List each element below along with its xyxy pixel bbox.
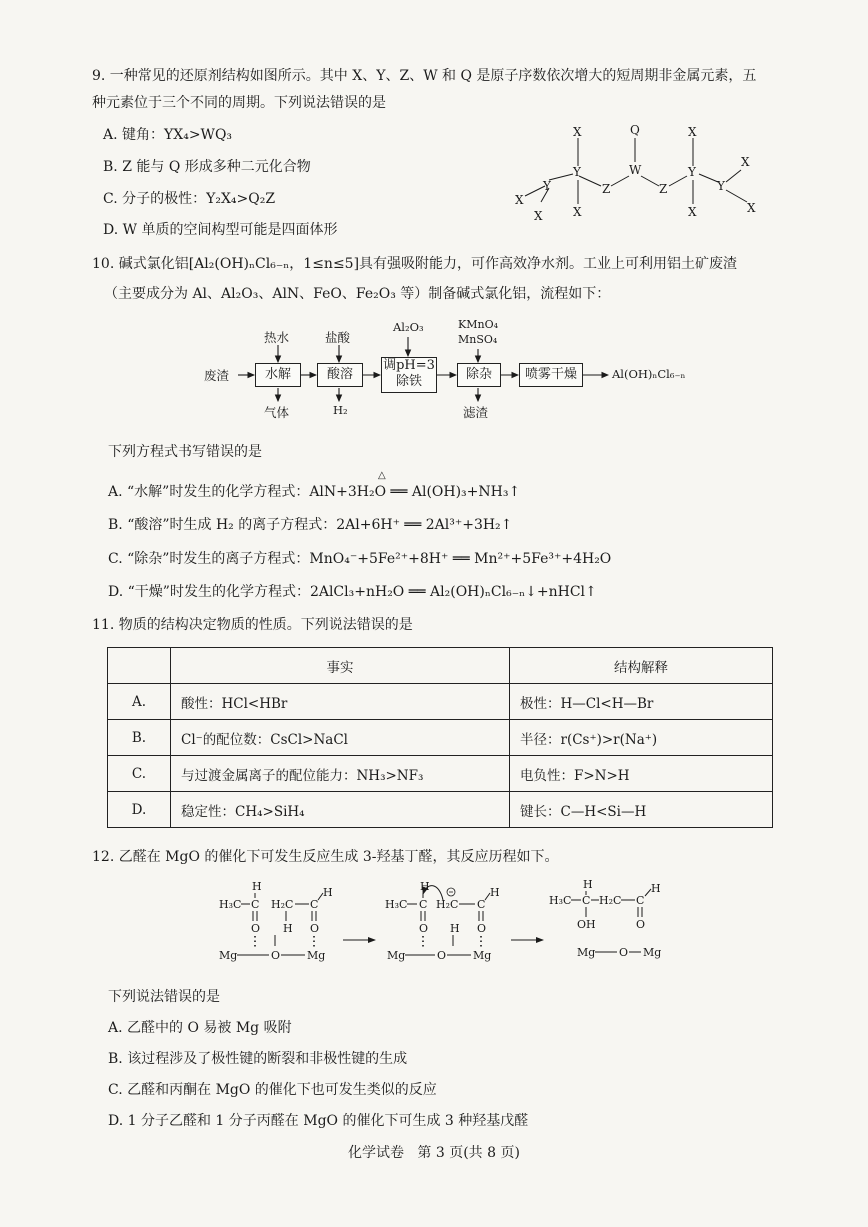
q12-option-a: A. 乙醛中的 O 易被 Mg 吸附 [108, 1020, 292, 1036]
table-row [108, 792, 773, 828]
q9-atom-x: X [573, 205, 582, 219]
q9-atom-y: Y [573, 165, 581, 179]
svg-text:Mg: Mg [577, 946, 596, 959]
svg-text:O: O [419, 922, 429, 935]
table-row [108, 720, 773, 756]
table-header-cell [108, 648, 171, 684]
q12-option-d: D. 1 分子乙醛和 1 分子丙醛在 MgO 的催化下可生成 3 种羟基戊醛 [108, 1113, 529, 1129]
svg-text:Mg: Mg [643, 946, 662, 959]
q12-prompt: 下列说法错误的是 [108, 989, 220, 1005]
table-row [108, 684, 773, 720]
q9-atom-y: Y [543, 179, 551, 193]
q10-prompt: 下列方程式书写错误的是 [108, 444, 262, 460]
table-cell-fact: 与过渡金属离子的配位能力：NH₃>NF₃ [171, 756, 510, 792]
table-cell-fact: 稳定性：CH₄>SiH₄ [171, 792, 510, 828]
mech-panel-1 [219, 880, 333, 962]
svg-text:H: H [323, 886, 333, 899]
flow-input-al2o3: Al₂O₃ [393, 320, 424, 334]
q9-atom-x: X [747, 201, 756, 215]
q9-option-c: C. 分子的极性：Y₂X₄>Q₂Z [103, 191, 276, 207]
q9-atom-q: Q [630, 123, 640, 137]
svg-text:C: C [419, 898, 428, 911]
table-cell-label: B. [108, 720, 171, 756]
table-header-row [108, 648, 773, 684]
svg-text:O: O [437, 949, 447, 962]
q9-stem-line2: 种元素位于三个不同的周期。下列说法错误的是 [92, 95, 386, 111]
flow-step-spray-dry: 喷雾干燥 [519, 363, 583, 387]
q10-stem-line1: 10. 碱式氯化铝[Al₂(OH)ₙCl₆₋ₙ，1≤n≤5]具有强吸附能力，可作高效净水剂。工业上可利用铝土矿废渣 [92, 256, 738, 272]
q10-option-a: A. “水解”时发生的化学方程式：AlN+3H₂O ══ Al(OH)₃+NH₃↑ [108, 484, 521, 500]
flow-step-acid-dissolve: 酸溶 [317, 363, 363, 387]
flow-input-hot-water: 热水 [264, 330, 290, 345]
svg-text:H₂C: H₂C [436, 898, 459, 911]
q9-atom-x: X [515, 193, 524, 207]
mech-panel-2 [385, 880, 500, 962]
q10-option-c: C. “除杂”时发生的离子方程式：MnO₄⁻+5Fe²⁺+8H⁺ ══ Mn²⁺+5Fe³⁺+4H₂O [108, 551, 612, 567]
q9-atom-x: X [688, 205, 697, 219]
svg-text:O: O [251, 922, 261, 935]
svg-text:H: H [283, 922, 293, 935]
flow-step-ph-adjust [381, 357, 437, 393]
q9-stem-line1: 9. 一种常见的还原剂结构如图所示。其中 X、Y、Z、W 和 Q 是原子序数依次增大的短周期非金属元素，五 [92, 68, 757, 84]
svg-text:H₃C: H₃C [219, 898, 242, 911]
svg-text:Mg: Mg [473, 949, 492, 962]
flow-output-h2: H₂ [333, 403, 348, 417]
svg-text:H: H [252, 880, 262, 893]
q12-option-b: B. 该过程涉及了极性键的断裂和非极性键的生成 [108, 1051, 408, 1067]
svg-text:H₃C: H₃C [385, 898, 408, 911]
svg-text:Mg: Mg [307, 949, 326, 962]
svg-text:H₂C: H₂C [271, 898, 294, 911]
svg-text:O: O [619, 946, 629, 959]
q12-stem: 12. 乙醛在 MgO 的催化下可发生反应生成 3-羟基丁醛，其反应历程如下。 [92, 849, 559, 865]
flow-step-ph-line2: 除铁 [395, 374, 422, 389]
q12-mechanism-diagram [215, 876, 675, 966]
flow-input-mnso4: MnSO₄ [458, 333, 498, 346]
flow-start-label: 废渣 [204, 368, 230, 383]
svg-text:C: C [251, 898, 260, 911]
svg-text:H: H [420, 880, 430, 893]
table-cell-label: A. [108, 684, 171, 720]
table-cell-explanation: 电负性：F>N>H [510, 756, 773, 792]
svg-text:C: C [582, 894, 591, 907]
q10-option-b: B. “酸溶”时生成 H₂ 的离子方程式：2Al+6H⁺ ══ 2Al³⁺+3H₂↑ [108, 517, 513, 533]
q9-atom-x: X [688, 125, 697, 139]
svg-text:H: H [583, 878, 593, 891]
table-cell-explanation: 极性：H—Cl<H—Br [510, 684, 773, 720]
q12-option-c: C. 乙醛和丙酮在 MgO 的催化下也可发生类似的反应 [108, 1082, 437, 1098]
mech-panel-3 [549, 878, 661, 959]
q10-option-d: D. “干燥”时发生的化学方程式：2AlCl₃+nH₂O ══ Al₂(OH)ₙCl₆₋ₙ↓+nHCl↑ [108, 584, 597, 600]
q9-atom-z: Z [659, 182, 668, 196]
table-row [108, 756, 773, 792]
svg-text:C: C [477, 898, 486, 911]
svg-text:O: O [477, 922, 487, 935]
table-cell-label: D. [108, 792, 171, 828]
q9-atom-w: W [629, 163, 642, 177]
flow-step-impurity-removal: 除杂 [457, 363, 501, 387]
table-cell-label: C. [108, 756, 171, 792]
svg-text:OH: OH [577, 918, 596, 931]
svg-text:H: H [651, 882, 661, 895]
svg-text:O: O [271, 949, 281, 962]
table-header-cell: 事实 [171, 648, 510, 684]
svg-text:H: H [450, 922, 460, 935]
flow-step-ph-line1: 调pH=3 [383, 358, 435, 373]
q10-stem-line2: （主要成分为 Al、Al₂O₃、AlN、FeO、Fe₂O₃ 等）制备碱式氯化铝，流程如下： [104, 286, 611, 302]
q9-atom-y: Y [688, 165, 696, 179]
flow-product-label: Al(OH)ₙCl₆₋ₙ [612, 367, 686, 381]
q9-atom-y: Y [717, 179, 725, 193]
q9-atom-z: Z [602, 182, 611, 196]
svg-text:O: O [310, 922, 320, 935]
q9-option-a: A. 键角：YX₄>WQ₃ [103, 127, 233, 143]
svg-text:H₃C: H₃C [549, 894, 572, 907]
svg-text:C: C [310, 898, 319, 911]
flow-output-residue: 滤渣 [463, 405, 489, 420]
table-header-cell: 结构解释 [510, 648, 773, 684]
svg-text:Mg: Mg [387, 949, 406, 962]
table-cell-fact: Cl⁻的配位数：CsCl>NaCl [171, 720, 510, 756]
table-cell-explanation: 半径：r(Cs⁺)>r(Na⁺) [510, 720, 773, 756]
svg-text:H: H [490, 886, 500, 899]
flow-output-gas: 气体 [264, 405, 290, 420]
svg-text:H₂C: H₂C [599, 894, 622, 907]
table-cell-explanation: 键长：C—H<Si—H [510, 792, 773, 828]
flow-input-hcl: 盐酸 [325, 330, 351, 345]
q10-option-a-condition: △ [378, 470, 386, 481]
svg-text:Mg: Mg [219, 949, 238, 962]
flow-step-hydrolysis: 水解 [255, 363, 301, 387]
page-footer: 化学试卷 第 3 页(共 8 页) [348, 1145, 520, 1161]
flow-input-kmno4: KMnO₄ [458, 318, 498, 331]
q9-atom-x: X [573, 125, 582, 139]
table-cell-fact: 酸性：HCl<HBr [171, 684, 510, 720]
svg-text:O: O [636, 918, 646, 931]
q9-option-b: B. Z 能与 Q 形成多种二元化合物 [103, 159, 311, 175]
q9-atom-x: X [534, 209, 543, 223]
q9-option-d: D. W 单质的空间构型可能是四面体形 [103, 222, 338, 238]
q11-table [107, 647, 773, 828]
svg-text:C: C [636, 894, 645, 907]
q11-stem: 11. 物质的结构决定物质的性质。下列说法错误的是 [92, 617, 413, 633]
q9-atom-x: X [741, 155, 750, 169]
